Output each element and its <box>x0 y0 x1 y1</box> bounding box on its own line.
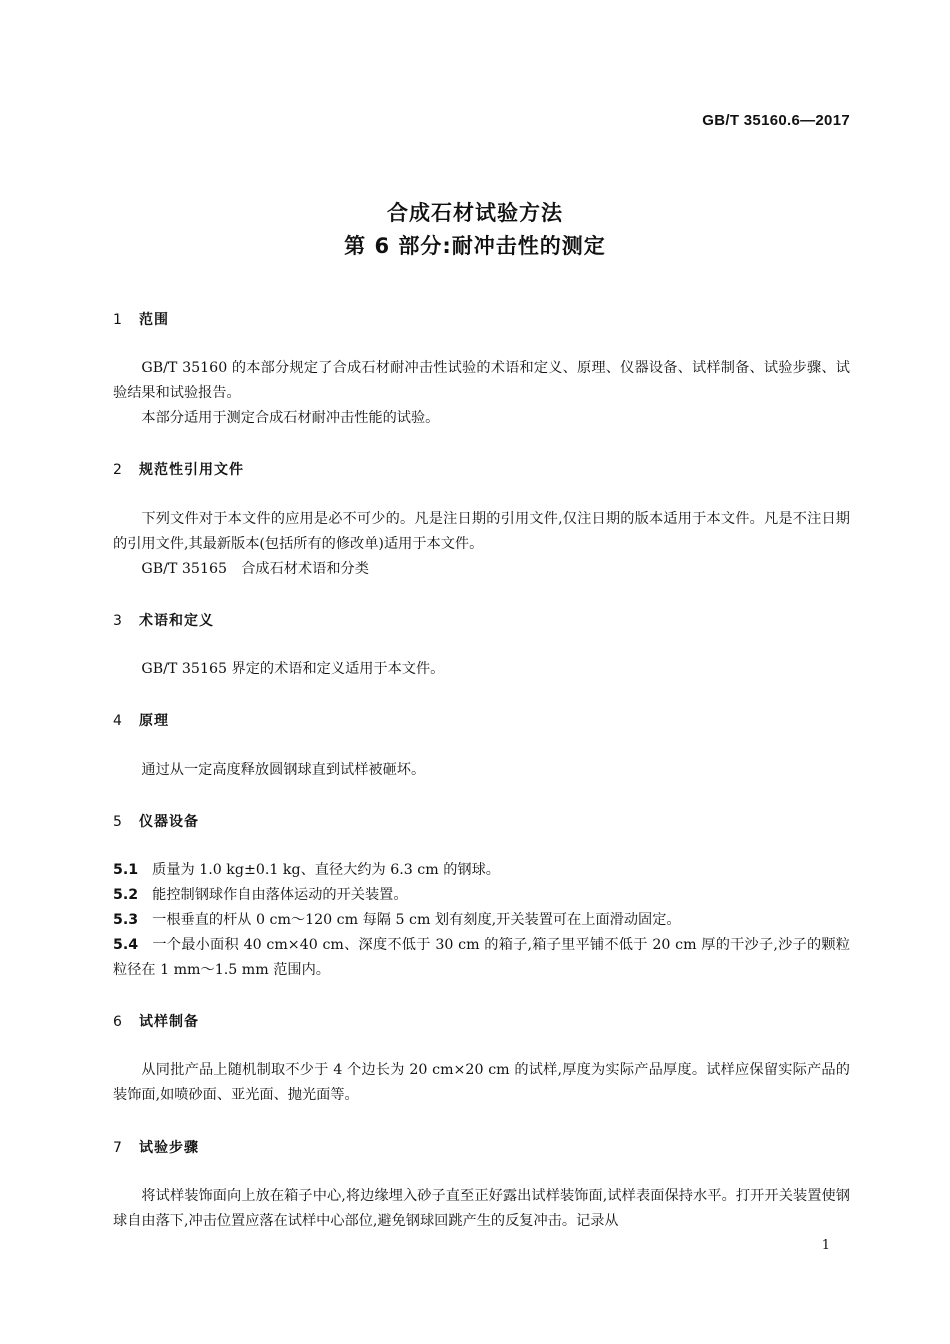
section-number: 3 <box>113 613 123 629</box>
clause-5-2 <box>113 883 850 908</box>
reference-entry: GB/T 35165 合成石材术语和分类 <box>141 561 369 577</box>
section-number: 6 <box>113 1014 123 1030</box>
clause-5-3 <box>113 908 850 933</box>
section-title: 原理 <box>139 713 169 729</box>
section-number: 7 <box>113 1140 123 1156</box>
section-number: 2 <box>113 462 123 478</box>
clause-number: 5.2 <box>113 887 139 903</box>
section-heading-principle <box>113 710 169 730</box>
section-heading-scope <box>113 309 169 329</box>
section-heading-test-procedure <box>113 1137 199 1157</box>
paragraph: GB/T 35165 界定的术语和定义适用于本文件。 <box>141 661 445 677</box>
paragraph: GB/T 35160 的本部分规定了合成石材耐冲击性试验的术语和定义、原理、仪器设备、试样制备、试验步骤、试验结果和试验报告。 <box>113 360 850 401</box>
clause-number: 5.1 <box>113 862 139 878</box>
section-title: 仪器设备 <box>139 814 199 830</box>
clause-number: 5.3 <box>113 912 139 928</box>
section-number: 5 <box>113 814 123 830</box>
section-title: 术语和定义 <box>139 613 214 629</box>
section-heading-normative-references <box>113 459 244 479</box>
document-code: GB/T 35160.6—2017 <box>702 112 850 129</box>
section-heading-terms <box>113 610 214 630</box>
page-number: 1 <box>821 1238 830 1253</box>
section-heading-specimen-preparation <box>113 1011 199 1031</box>
clause-text: 质量为 1.0 kg±0.1 kg、直径大约为 6.3 cm 的钢球。 <box>152 862 500 878</box>
clause-5-4 <box>113 933 850 983</box>
paragraph: 将试样装饰面向上放在箱子中心,将边缘埋入砂子直至正好露出试样装饰面,试样表面保持水平。打开开关装置使钢球自由落下,冲击位置应落在试样中心部位,避免钢球回跳产生的反复冲击。记录从 <box>113 1188 850 1229</box>
section-heading-apparatus <box>113 811 199 831</box>
section-title: 规范性引用文件 <box>139 462 244 478</box>
section-title: 试验步骤 <box>139 1140 199 1156</box>
section-title: 范围 <box>139 312 169 328</box>
document-subtitle: 第 6 部分:耐冲击性的测定 <box>344 234 606 258</box>
section-number: 1 <box>113 312 123 328</box>
section-title: 试样制备 <box>139 1014 199 1030</box>
paragraph: 本部分适用于测定合成石材耐冲击性能的试验。 <box>141 410 440 426</box>
clause-number: 5.4 <box>113 937 139 953</box>
paragraph: 从同批产品上随机制取不少于 4 个边长为 20 cm×20 cm 的试样,厚度为实际产品厚度。试样应保留实际产品的装饰面,如喷砂面、亚光面、抛光面等。 <box>113 1062 850 1103</box>
paragraph: 通过从一定高度释放圆钢球直到试样被砸坏。 <box>141 762 426 778</box>
paragraph: 下列文件对于本文件的应用是必不可少的。凡是注日期的引用文件,仅注日期的版本适用于本文件。凡是不注日期的引用文件,其最新版本(包括所有的修改单)适用于本文件。 <box>113 511 850 552</box>
clause-5-1 <box>113 858 850 883</box>
clause-text: 一个最小面积 40 cm×40 cm、深度不低于 30 cm 的箱子,箱子里平铺不低于 20 cm 厚的干沙子,沙子的颗粒粒径在 1 mm～1.5 mm 范围内。 <box>113 937 850 978</box>
clause-text: 能控制钢球作自由落体运动的开关装置。 <box>152 887 408 903</box>
document-title: 合成石材试验方法 <box>387 201 563 225</box>
clause-text: 一根垂直的杆从 0 cm～120 cm 每隔 5 cm 划有刻度,开关装置可在上面滑动固定。 <box>152 912 681 928</box>
section-number: 4 <box>113 713 123 729</box>
